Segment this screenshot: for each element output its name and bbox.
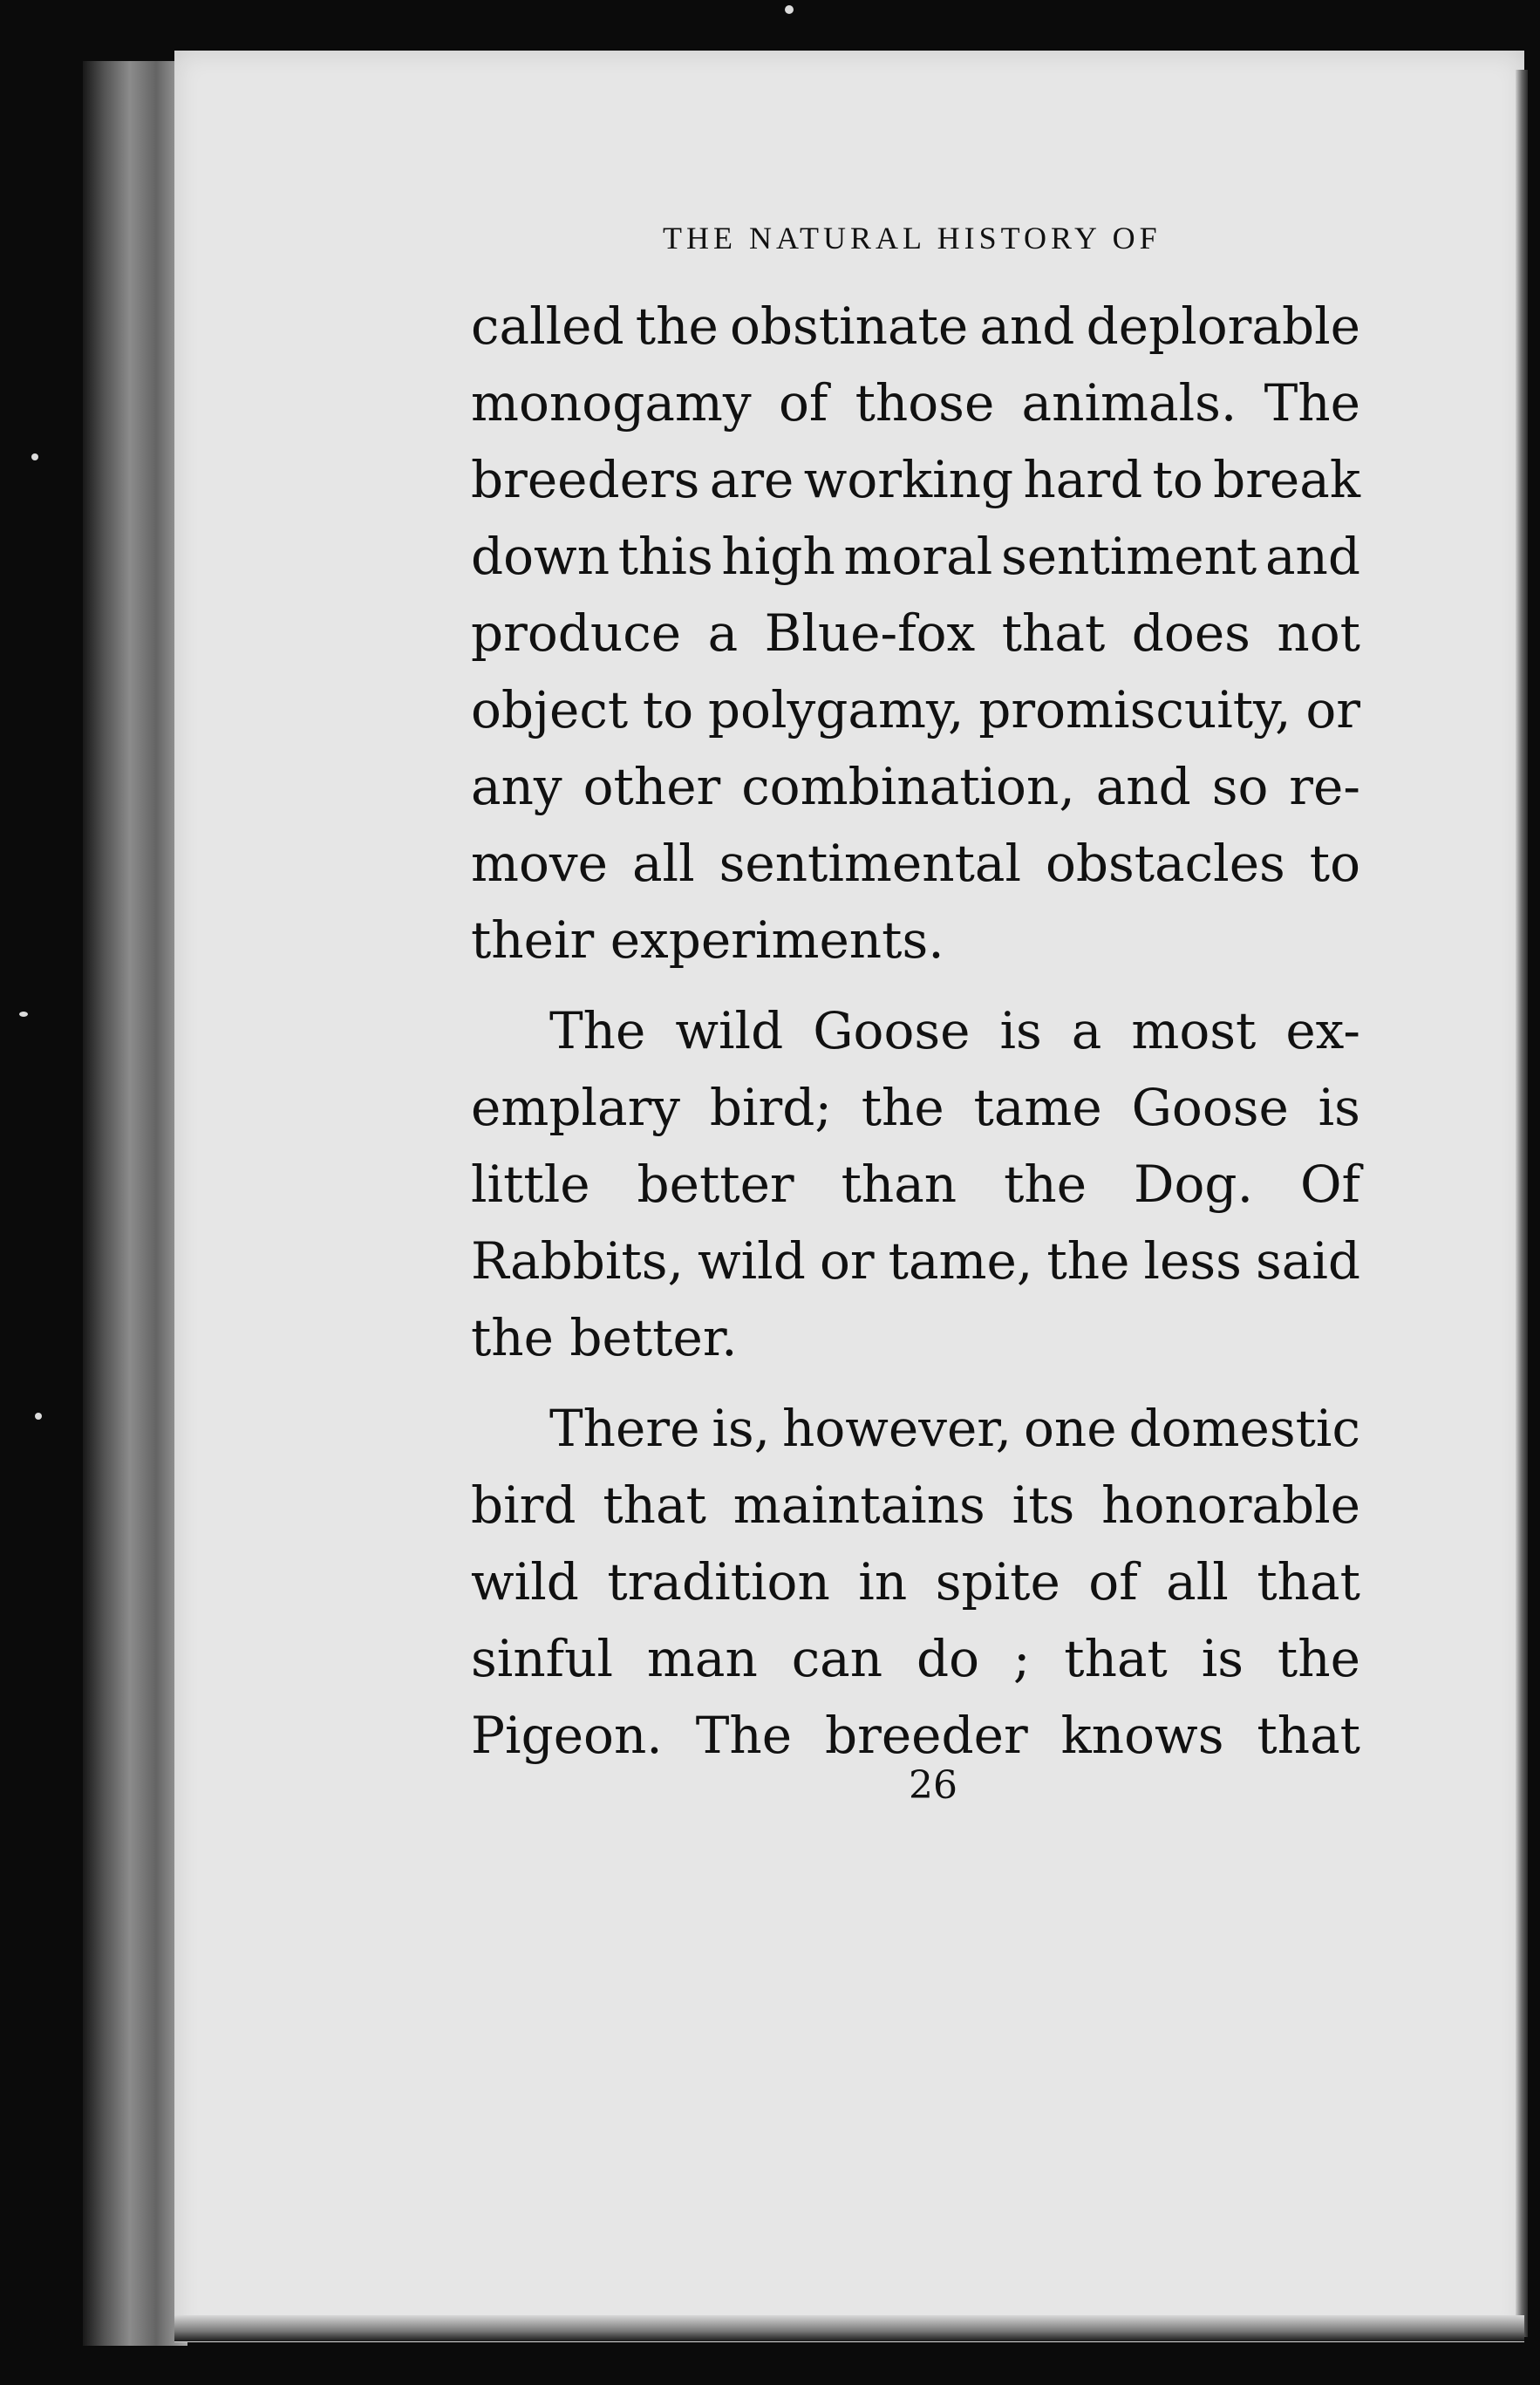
text-line: little better than the Dog. Of: [471, 1155, 1360, 1214]
text-line: The wild Goose is a most ex-: [549, 1001, 1360, 1060]
page-right-edge: [1516, 70, 1528, 2337]
page-number: 26: [909, 1763, 957, 1808]
body-text: [471, 288, 1360, 1774]
text-line: called the obstinate and deplorable: [471, 296, 1360, 356]
text-line: object to polygamy, promiscuity, or: [471, 680, 1360, 739]
scan-speck: [19, 1012, 28, 1017]
text-line: sinful man can do ; that is the: [471, 1629, 1360, 1688]
text-line: their experiments.: [471, 910, 944, 970]
text-line: bird that maintains its honorable: [471, 1475, 1360, 1535]
page-bottom-edge: [174, 2315, 1524, 2341]
text-line: breeders are working hard to break: [471, 450, 1360, 509]
text-line: any other combination, and so re-: [471, 757, 1360, 816]
text-line: emplary bird; the tame Goose is: [471, 1078, 1360, 1137]
text-line: Pigeon. The breeder knows that: [471, 1706, 1360, 1765]
text-line: down this high moral sentiment and: [471, 527, 1360, 586]
text-line: There is, however, one domestic: [549, 1399, 1360, 1458]
scan-speck: [785, 5, 794, 14]
book-spine-edge: [83, 61, 187, 2346]
text-line: produce a Blue-fox that does not: [471, 603, 1360, 663]
text-line: move all sentimental obstacles to: [471, 834, 1360, 893]
scan-speck: [31, 453, 38, 460]
scan-speck: [35, 1413, 42, 1420]
text-line: monogamy of those animals. The: [471, 373, 1360, 433]
running-head: THE NATURAL HISTORY OF: [663, 221, 1162, 256]
text-line: wild tradition in spite of all that: [471, 1552, 1360, 1612]
text-line: Rabbits, wild or tame, the less said: [471, 1231, 1360, 1291]
text-line: the better.: [471, 1308, 738, 1367]
